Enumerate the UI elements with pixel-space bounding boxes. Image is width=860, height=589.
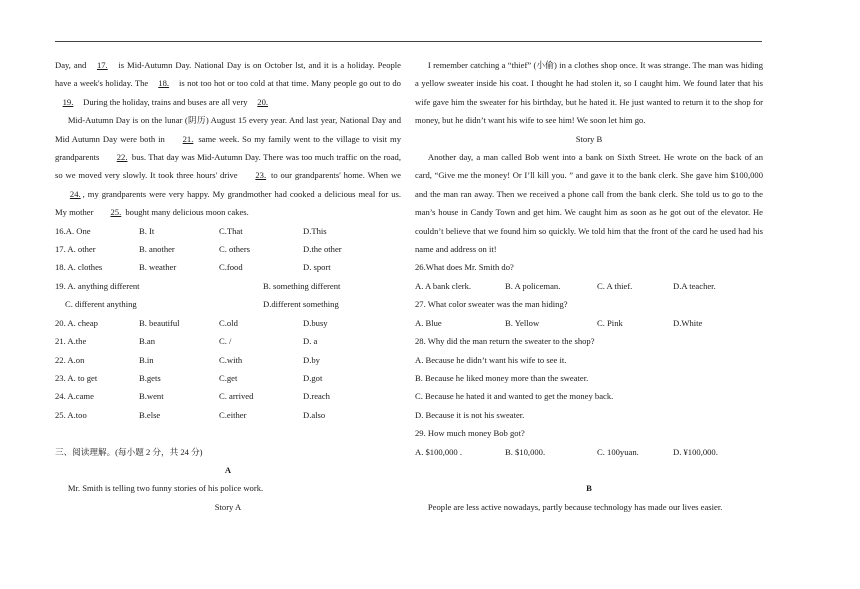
right-column (415, 56, 763, 516)
blank-21: 21. (182, 133, 194, 144)
option-28c: C. Because he hated it and wanted to get the money back. (415, 391, 614, 402)
options-16: 16.A. One B. It C.That D.This (55, 225, 327, 236)
passage-a-intro: Mr. Smith is telling two funny stories of his police work. (67, 483, 264, 494)
options-21: 21. A.the B.an C. / D. a (55, 336, 318, 347)
story-a-text: I remember catching a “thief” (小偷) in a clothes shop once. It was strange. The man was hiding a yellow sweater inside his coat. I thought he had stolen it, so I caught him. We found later that his wife gave him the sweater for his birthday, but he hated it. He just wanted to return it to the shop for money, but he didn’t want his wife to see him! We soon let him go. (415, 60, 763, 126)
question-28: 28. Why did the man return the sweater to the shop? (415, 336, 595, 347)
blank-17: 17. (96, 60, 108, 70)
blank-20: 20. (257, 96, 269, 107)
option-28a: A. Because he didn’t want his wife to see it. (415, 354, 567, 365)
blank-18: 18. (158, 78, 170, 89)
section-title: 三、阅读理解。(每小题 2 分，共 24 分) (55, 446, 203, 457)
options-26: A. A bank clerk. B. A policeman. C. A thief. D.A teacher. (415, 280, 716, 291)
blank-23: 23. (255, 170, 267, 181)
options-18: 18. A. clothes B. weather C.food D. sport (55, 262, 331, 273)
cloze-paragraph-2: Mid-Autumn Day is on the lunar (阴历) August 15 every year. And last year, National Day and Mid Autumn Day were both in 21. same week. So my family went to the village to visit my grandparents 22. bus. That day was Mid-Autumn Day. There was too much traffic on the road, so we moved very slowly. It took three hours' drive 23. to our grandparents' home. When we 24. , my grandparents were very happy. My grandmother had cooked a delicious meal for us. My mother 25. bought many delicious moon cakes. (55, 111, 401, 221)
options-22: 22. A.on B.in C.with D.by (55, 354, 320, 365)
passage-a-label: A (224, 464, 232, 475)
blank-25: 25. (110, 207, 122, 218)
options-19-ab: 19. A. anything different B. something different (55, 280, 341, 291)
options-23: 23. A. to get B.gets C.get D.got (55, 372, 323, 383)
options-25: 25. A.too B.else C.either D.also (55, 409, 326, 420)
story-b-text: Another day, a man called Bob went into a bank on Sixth Street. He wrote on the back of an card, “Give me the money! Or I’ll kill you. ” and gave it to the bank clerk. She gave him $100,000 and the man ran away. Then we received a phone call from the bank clerk. She told us to go to the man’s house in Candy Town and get him. We caught him as soon as he got out of the elevator. He couldn’t believe that we found him so quickly. We told him that the front of the card he used had his name and address on it! (415, 152, 763, 255)
question-29: 29. How much money Bob got? (415, 428, 525, 439)
passage-b-label: B (586, 483, 592, 494)
option-28d: D. Because it is not his sweater. (415, 409, 525, 420)
blank-24: 24. (69, 188, 81, 199)
options-27: A. Blue B. Yellow C. Pink D.White (415, 317, 703, 328)
passage-b-text: People are less active nowadays, partly because technology has made our lives easier. (427, 501, 723, 512)
top-rule (55, 41, 762, 42)
blank-19: 19. (62, 96, 74, 107)
story-b-label: Story B (575, 133, 603, 144)
question-27: 27. What color sweater was the man hiding? (415, 299, 568, 310)
options-17: 17. A. other B. another C. others D.the other (55, 244, 342, 255)
blank-22: 22. (116, 152, 128, 163)
option-28b: B. Because he liked money more than the sweater. (415, 372, 589, 383)
options-24: 24. A.came B.went C. arrived D.reach (55, 391, 330, 402)
options-29: A. $100,000 . B. $10,000. C. 100yuan. D. ¥100,000. (415, 446, 718, 457)
story-a-label: Story A (214, 501, 242, 512)
left-column (55, 56, 401, 516)
question-26: 26.What does Mr. Smith do? (415, 262, 514, 273)
cloze-paragraph-1: Day, and 17. is Mid-Autumn Day. National Day is on October lst, and it is a holiday. People have a week's holiday. The 18. is not too hot or too cold at that time. Many people go out to do 19. During the holiday, trains and buses are all very 20. (55, 56, 401, 111)
options-19-cd: C. different anything D.different something (65, 299, 339, 310)
options-20: 20. A. cheap B. beautiful C.old D.busy (55, 317, 328, 328)
